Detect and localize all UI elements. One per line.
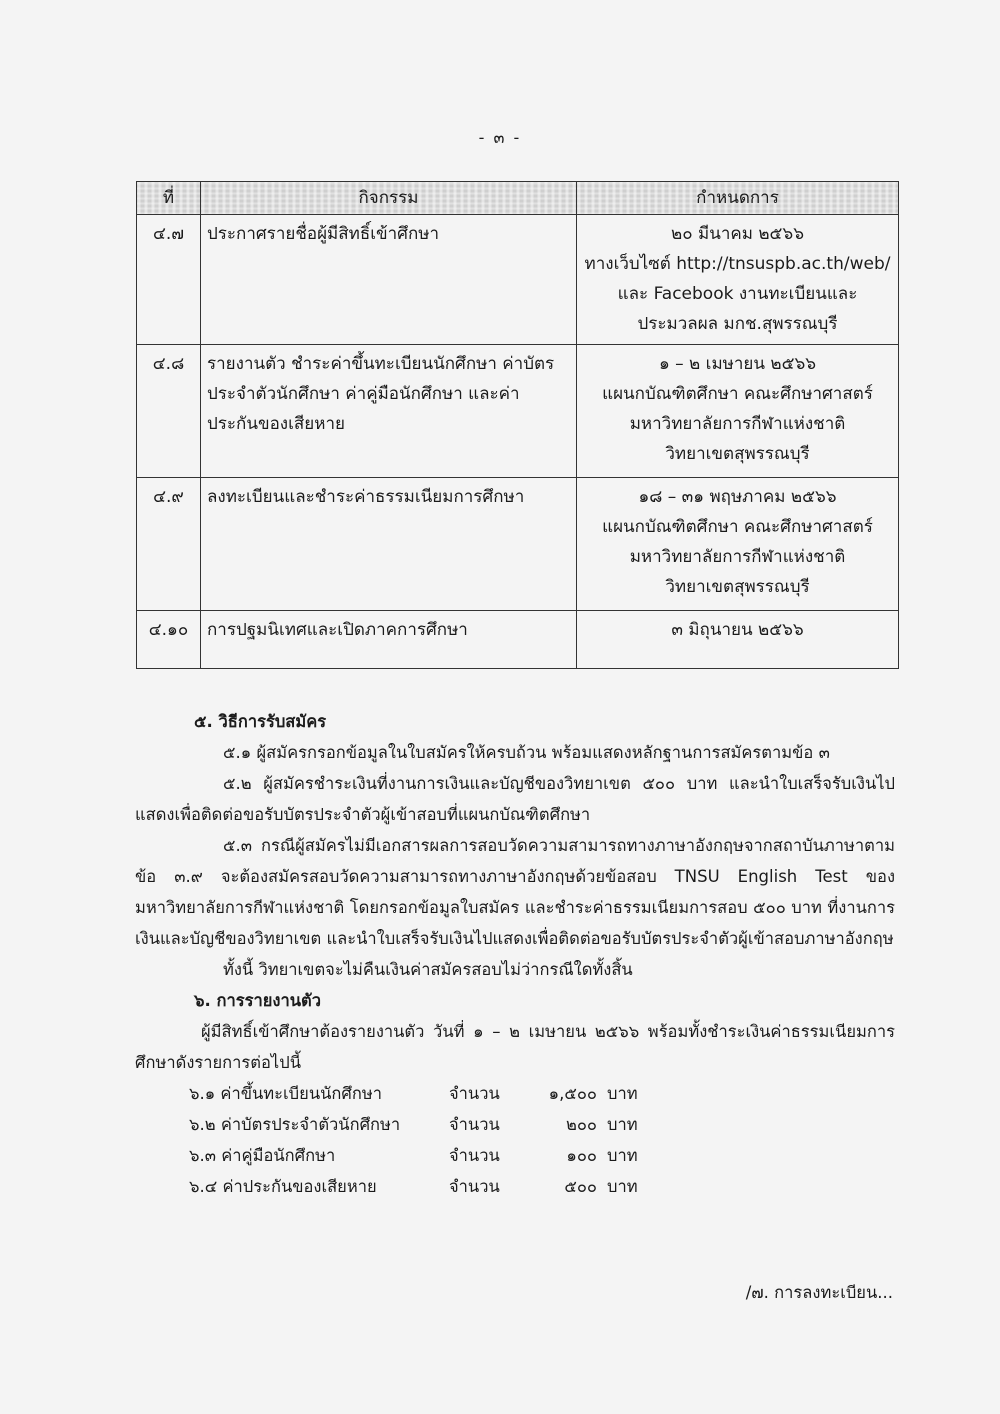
paragraph: ๕.๑ ผู้สมัครกรอกข้อมูลในใบสมัครให้ครบถ้วน พร้อมแสดงหลักฐานการสมัครตามข้อ ๓ [223,743,830,762]
fee-row [135,1140,895,1171]
table-row [137,345,899,478]
schedule-line: ๑๘ – ๓๑ พฤษภาคม ๒๕๖๖ [638,487,837,507]
fee-amount: ๒๐๐ [565,1115,597,1134]
schedule-line: วิทยาเขตสุพรรณบุรี [665,577,810,597]
row-schedule [577,611,899,669]
schedule-line: ประมวลผล มกช.สุพรรณบุรี [637,314,838,334]
section-heading: ๕. วิธีการรับสมัคร [194,712,327,731]
fee-row [135,1171,895,1202]
fee-currency: บาท [607,1177,638,1196]
page-number: - ๓ - [478,128,522,147]
fee-currency: บาท [607,1115,638,1134]
row-schedule [577,215,899,345]
fee-list [135,1078,895,1202]
schedule-line: ๒๐ มีนาคม ๒๕๖๖ [671,224,804,244]
schedule-line: แผนกบัณฑิตศึกษา คณะศึกษาศาสตร์ [602,517,873,537]
fee-amount: ๑๐๐ [566,1146,597,1165]
fee-amount: ๕๐๐ [564,1177,597,1196]
row-number: ๔.๙ [137,478,201,611]
schedule-line: ๑ – ๒ เมษายน ๒๕๖๖ [658,354,817,374]
fee-label: ๖.๒ ค่าบัตรประจำตัวนักศึกษา [189,1115,401,1134]
row-activity: ประกาศรายชื่อผู้มีสิทธิ์เข้าศึกษา [201,215,577,345]
fee-currency: บาท [607,1146,638,1165]
fee-unit: จำนวน [449,1146,500,1165]
row-schedule [577,345,899,478]
row-number: ๔.๑๐ [137,611,201,669]
table-header-row [137,182,899,215]
fee-unit: จำนวน [449,1115,500,1134]
schedule-line: มหาวิทยาลัยการกีฬาแห่งชาติ [629,414,846,434]
table-row [137,478,899,611]
column-header-schedule: กำหนดการ [577,182,899,215]
continued-note: /๗. การลงทะเบียน... [745,1283,893,1302]
fee-amount: ๑,๕๐๐ [548,1084,597,1103]
schedule-line: แผนกบัณฑิตศึกษา คณะศึกษาศาสตร์ [602,384,873,404]
row-number: ๔.๗ [137,215,201,345]
schedule-line: ๓ มิถุนายน ๒๕๖๖ [671,620,804,640]
row-activity: ลงทะเบียนและชำระค่าธรรมเนียมการศึกษา [201,478,577,611]
row-schedule [577,478,899,611]
row-activity: การปฐมนิเทศและเปิดภาคการศึกษา [201,611,577,669]
schedule-line: และ Facebook งานทะเบียนและ [617,284,858,304]
fee-unit: จำนวน [449,1177,500,1196]
table-row [137,215,899,345]
fee-label: ๖.๑ ค่าขึ้นทะเบียนนักศึกษา [189,1084,382,1103]
fee-row [135,1078,895,1109]
paragraph: ๕.๓ กรณีผู้สมัครไม่มีเอกสารผลการสอบวัดความสามารถทางภาษาอังกฤษจากสถาบันภาษาตามข้อ ๓.๙ จะต้องสมัครสอบวัดความสามารถทางภาษาอังกฤษด้วยข้อสอบ TNSU English Test ของมหาวิทยาลัยการกีฬาแห่งชาติ โดยกรอกข้อมูลใบสมัคร และชำระค่าธรรมเนียมการสอบ ๕๐๐ บาท ที่งานการเงินและบัญชีของวิทยาเขต และนำใบเสร็จรับเงินไปแสดงเพื่อติดต่อขอรับบัตรประจำตัวผู้เข้าสอบภาษาอังกฤษ [135,836,895,948]
paragraph: ผู้มีสิทธิ์เข้าศึกษาต้องรายงานตัว วันที่ ๑ – ๒ เมษายน ๒๕๖๖ พร้อมทั้งชำระเงินค่าธรรมเนียมการศึกษาดังรายการต่อไปนี้ [135,1022,895,1072]
schedule-line: วิทยาเขตสุพรรณบุรี [665,444,810,464]
paragraph: ทั้งนี้ วิทยาเขตจะไม่คืนเงินค่าสมัครสอบไม่ว่ากรณีใดทั้งสิ้น [223,960,633,979]
section-heading: ๖. การรายงานตัว [194,991,321,1010]
column-header-no: ที่ [137,182,201,215]
fee-unit: จำนวน [449,1084,500,1103]
table-row [137,611,899,669]
body-text [135,706,895,1202]
schedule-table [136,181,899,669]
fee-label: ๖.๓ ค่าคู่มือนักศึกษา [189,1146,336,1165]
column-header-activity: กิจกรรม [201,182,577,215]
paragraph: ๕.๒ ผู้สมัครชำระเงินที่งานการเงินและบัญชีของวิทยาเขต ๕๐๐ บาท และนำใบเสร็จรับเงินไปแสดงเพื่อติดต่อขอรับบัตรประจำตัวผู้เข้าสอบที่แผนกบัณฑิตศึกษา [135,774,895,824]
fee-currency: บาท [607,1084,638,1103]
row-number: ๔.๘ [137,345,201,478]
schedule-line: มหาวิทยาลัยการกีฬาแห่งชาติ [629,547,846,567]
row-activity: รายงานตัว ชำระค่าขึ้นทะเบียนนักศึกษา ค่าบัตรประจำตัวนักศึกษา ค่าคู่มือนักศึกษา และค่าประกันของเสียหาย [201,345,577,478]
fee-label: ๖.๔ ค่าประกันของเสียหาย [189,1177,377,1196]
fee-row [135,1109,895,1140]
schedule-line: ทางเว็บไซต์ http://tnsuspb.ac.th/web/ [584,254,891,274]
